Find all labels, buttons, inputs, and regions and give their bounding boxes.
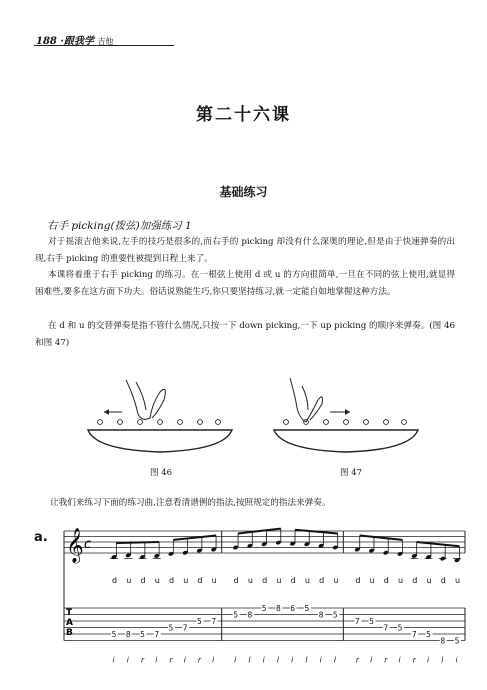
picking-direction: u bbox=[369, 576, 375, 585]
tab-fret-number: 8 bbox=[125, 630, 131, 639]
tab-fret-number: 6 bbox=[290, 604, 296, 613]
beam bbox=[116, 542, 159, 543]
tab-fret-number: 7 bbox=[383, 623, 389, 633]
tab-fret-number: 8 bbox=[247, 610, 253, 620]
tab-fret-number: 7 bbox=[354, 617, 360, 626]
exercise-title: 右手 picking(拨弦)加强练习 1 bbox=[47, 220, 192, 232]
tab-clef-letter: A bbox=[66, 618, 73, 628]
tab-fret-number: 5 bbox=[332, 610, 338, 620]
picking-direction: d bbox=[355, 576, 361, 585]
picking-direction: d bbox=[383, 576, 389, 585]
paragraph: 本课将着重于右手 picking 的练习。在一根弦上使用 d 或 u 的方向很简单,一旦在不同的弦上使用,就显得困难些,要多在这方面下功夫。俗话说熟能生巧,你只要坚持练习,就一定能自如地掌握这种方法。 bbox=[35, 270, 455, 297]
fingering-mark: l bbox=[333, 655, 336, 665]
fingering-mark: l bbox=[276, 655, 279, 665]
picking-direction: u bbox=[304, 576, 310, 585]
picking-direction: u bbox=[333, 576, 339, 585]
tab-fret-number: 8 bbox=[318, 610, 324, 620]
tab-fret-number: 5 bbox=[454, 636, 460, 646]
picking-direction: d bbox=[168, 576, 175, 585]
picking-direction: d bbox=[262, 576, 268, 585]
fingering-mark: i bbox=[112, 655, 115, 665]
picking-direction: d bbox=[197, 576, 203, 585]
picking-direction: d bbox=[140, 576, 146, 585]
fingering-mark: i bbox=[126, 655, 129, 665]
tab-fret-number: 5 bbox=[397, 623, 403, 633]
fingering-mark: i bbox=[262, 655, 265, 665]
picking-direction: u bbox=[126, 576, 132, 585]
tab-fret-number: 5 bbox=[168, 623, 174, 633]
fingering-mark: r bbox=[384, 655, 388, 665]
paragraph: 对于摇滚吉他来说,左手的技巧是很多的,而右手的 picking 却没有什么深奥的理论,但是由于快速弹奏的出现,右手 picking 的重要性被提到日程上来了。 bbox=[35, 237, 455, 264]
tab-fret-number: 5 bbox=[261, 604, 267, 613]
figure-47-illustration bbox=[274, 378, 418, 452]
music-score bbox=[0, 520, 487, 690]
fingering-mark: r bbox=[169, 655, 173, 665]
picking-direction: d bbox=[290, 576, 296, 585]
fingering-mark: l bbox=[248, 655, 251, 665]
header-rule bbox=[34, 45, 174, 46]
fingering-mark: i bbox=[427, 655, 430, 665]
picking-direction: u bbox=[276, 576, 282, 585]
picking-direction: u bbox=[398, 576, 404, 585]
picking-and-tab-marks bbox=[111, 576, 461, 665]
fingering-mark: l bbox=[305, 655, 308, 665]
paragraph: 在 d 和 u 的交替弹奏是指不管什么情况,只按一下 down picking,一下 up picking 的顺序来弹奏。(图 46 和图 47) bbox=[35, 321, 455, 348]
fingering-mark: i bbox=[234, 655, 237, 665]
tab-clef-letter: T bbox=[66, 608, 73, 618]
picking-direction: u bbox=[426, 576, 432, 585]
lesson-title: 第二十六课 bbox=[196, 105, 291, 125]
book-title: ·跟我学 bbox=[60, 36, 94, 47]
beam bbox=[417, 542, 460, 546]
fingering-mark: i bbox=[183, 655, 186, 665]
tab-fret-number: 5 bbox=[140, 630, 145, 639]
tab-fret-number: 5 bbox=[197, 617, 202, 626]
picking-direction: u bbox=[154, 576, 160, 585]
beam bbox=[295, 530, 338, 534]
tab-fret-number: 5 bbox=[111, 630, 117, 639]
figure-47-caption: 图 47 bbox=[340, 468, 363, 478]
fingering-mark: r bbox=[140, 655, 145, 665]
tab-fret-number: 5 bbox=[233, 610, 239, 620]
picking-direction: d bbox=[412, 576, 418, 585]
figure-46-caption: 图 46 bbox=[150, 468, 173, 478]
tab-fret-number: 8 bbox=[275, 604, 281, 613]
picking-direction: u bbox=[455, 576, 461, 585]
tab-clef-letter: B bbox=[66, 628, 73, 638]
time-signature: c bbox=[84, 537, 92, 552]
picking-illustrations bbox=[60, 378, 440, 468]
fingering-mark: i bbox=[455, 655, 458, 665]
fingering-mark: r bbox=[197, 655, 202, 665]
notation-notes bbox=[110, 529, 461, 563]
fingering-mark: i bbox=[291, 655, 294, 665]
picking-direction: d bbox=[112, 576, 118, 585]
picking-direction: u bbox=[211, 576, 217, 585]
picking-direction: u bbox=[247, 576, 253, 585]
fingering-mark: i bbox=[155, 655, 158, 665]
fingering-mark: i bbox=[319, 655, 322, 665]
fingering-mark: i bbox=[212, 655, 215, 665]
tab-clef bbox=[66, 608, 73, 638]
fingering-mark: i bbox=[398, 655, 401, 665]
section-title: 基础练习 bbox=[219, 185, 268, 199]
picking-direction: d bbox=[319, 576, 325, 585]
tab-fret-number: 7 bbox=[411, 630, 417, 639]
picking-direction: d bbox=[440, 576, 446, 585]
tab-fret-number: 7 bbox=[211, 617, 217, 626]
tab-fret-number: 5 bbox=[304, 604, 310, 613]
exercise-instruction: 让我们来练习下面的练习曲,注意看清谱例的指法,按照规定的指法来弹奏。 bbox=[50, 498, 331, 508]
tab-fret-number: 5 bbox=[426, 630, 431, 639]
fingering-mark: r bbox=[355, 655, 359, 665]
picking-direction: d bbox=[233, 576, 239, 585]
tab-fret-number: 5 bbox=[369, 617, 374, 626]
treble-clef-icon: 𝄞 bbox=[66, 528, 84, 563]
book-subject: 吉他 bbox=[97, 37, 114, 46]
music-staff bbox=[64, 531, 465, 641]
tab-fret-number: 7 bbox=[154, 630, 160, 639]
fingering-mark: r bbox=[412, 655, 416, 665]
fingering-mark: l bbox=[441, 655, 444, 665]
page-number: 188 bbox=[36, 36, 57, 47]
picking-direction: u bbox=[183, 576, 189, 585]
tab-fret-number: 8 bbox=[440, 636, 446, 646]
tab-fret-number: 7 bbox=[182, 623, 188, 633]
figure-46-illustration bbox=[88, 380, 232, 452]
example-label: a. bbox=[34, 530, 48, 545]
fingering-mark: i bbox=[370, 655, 373, 665]
